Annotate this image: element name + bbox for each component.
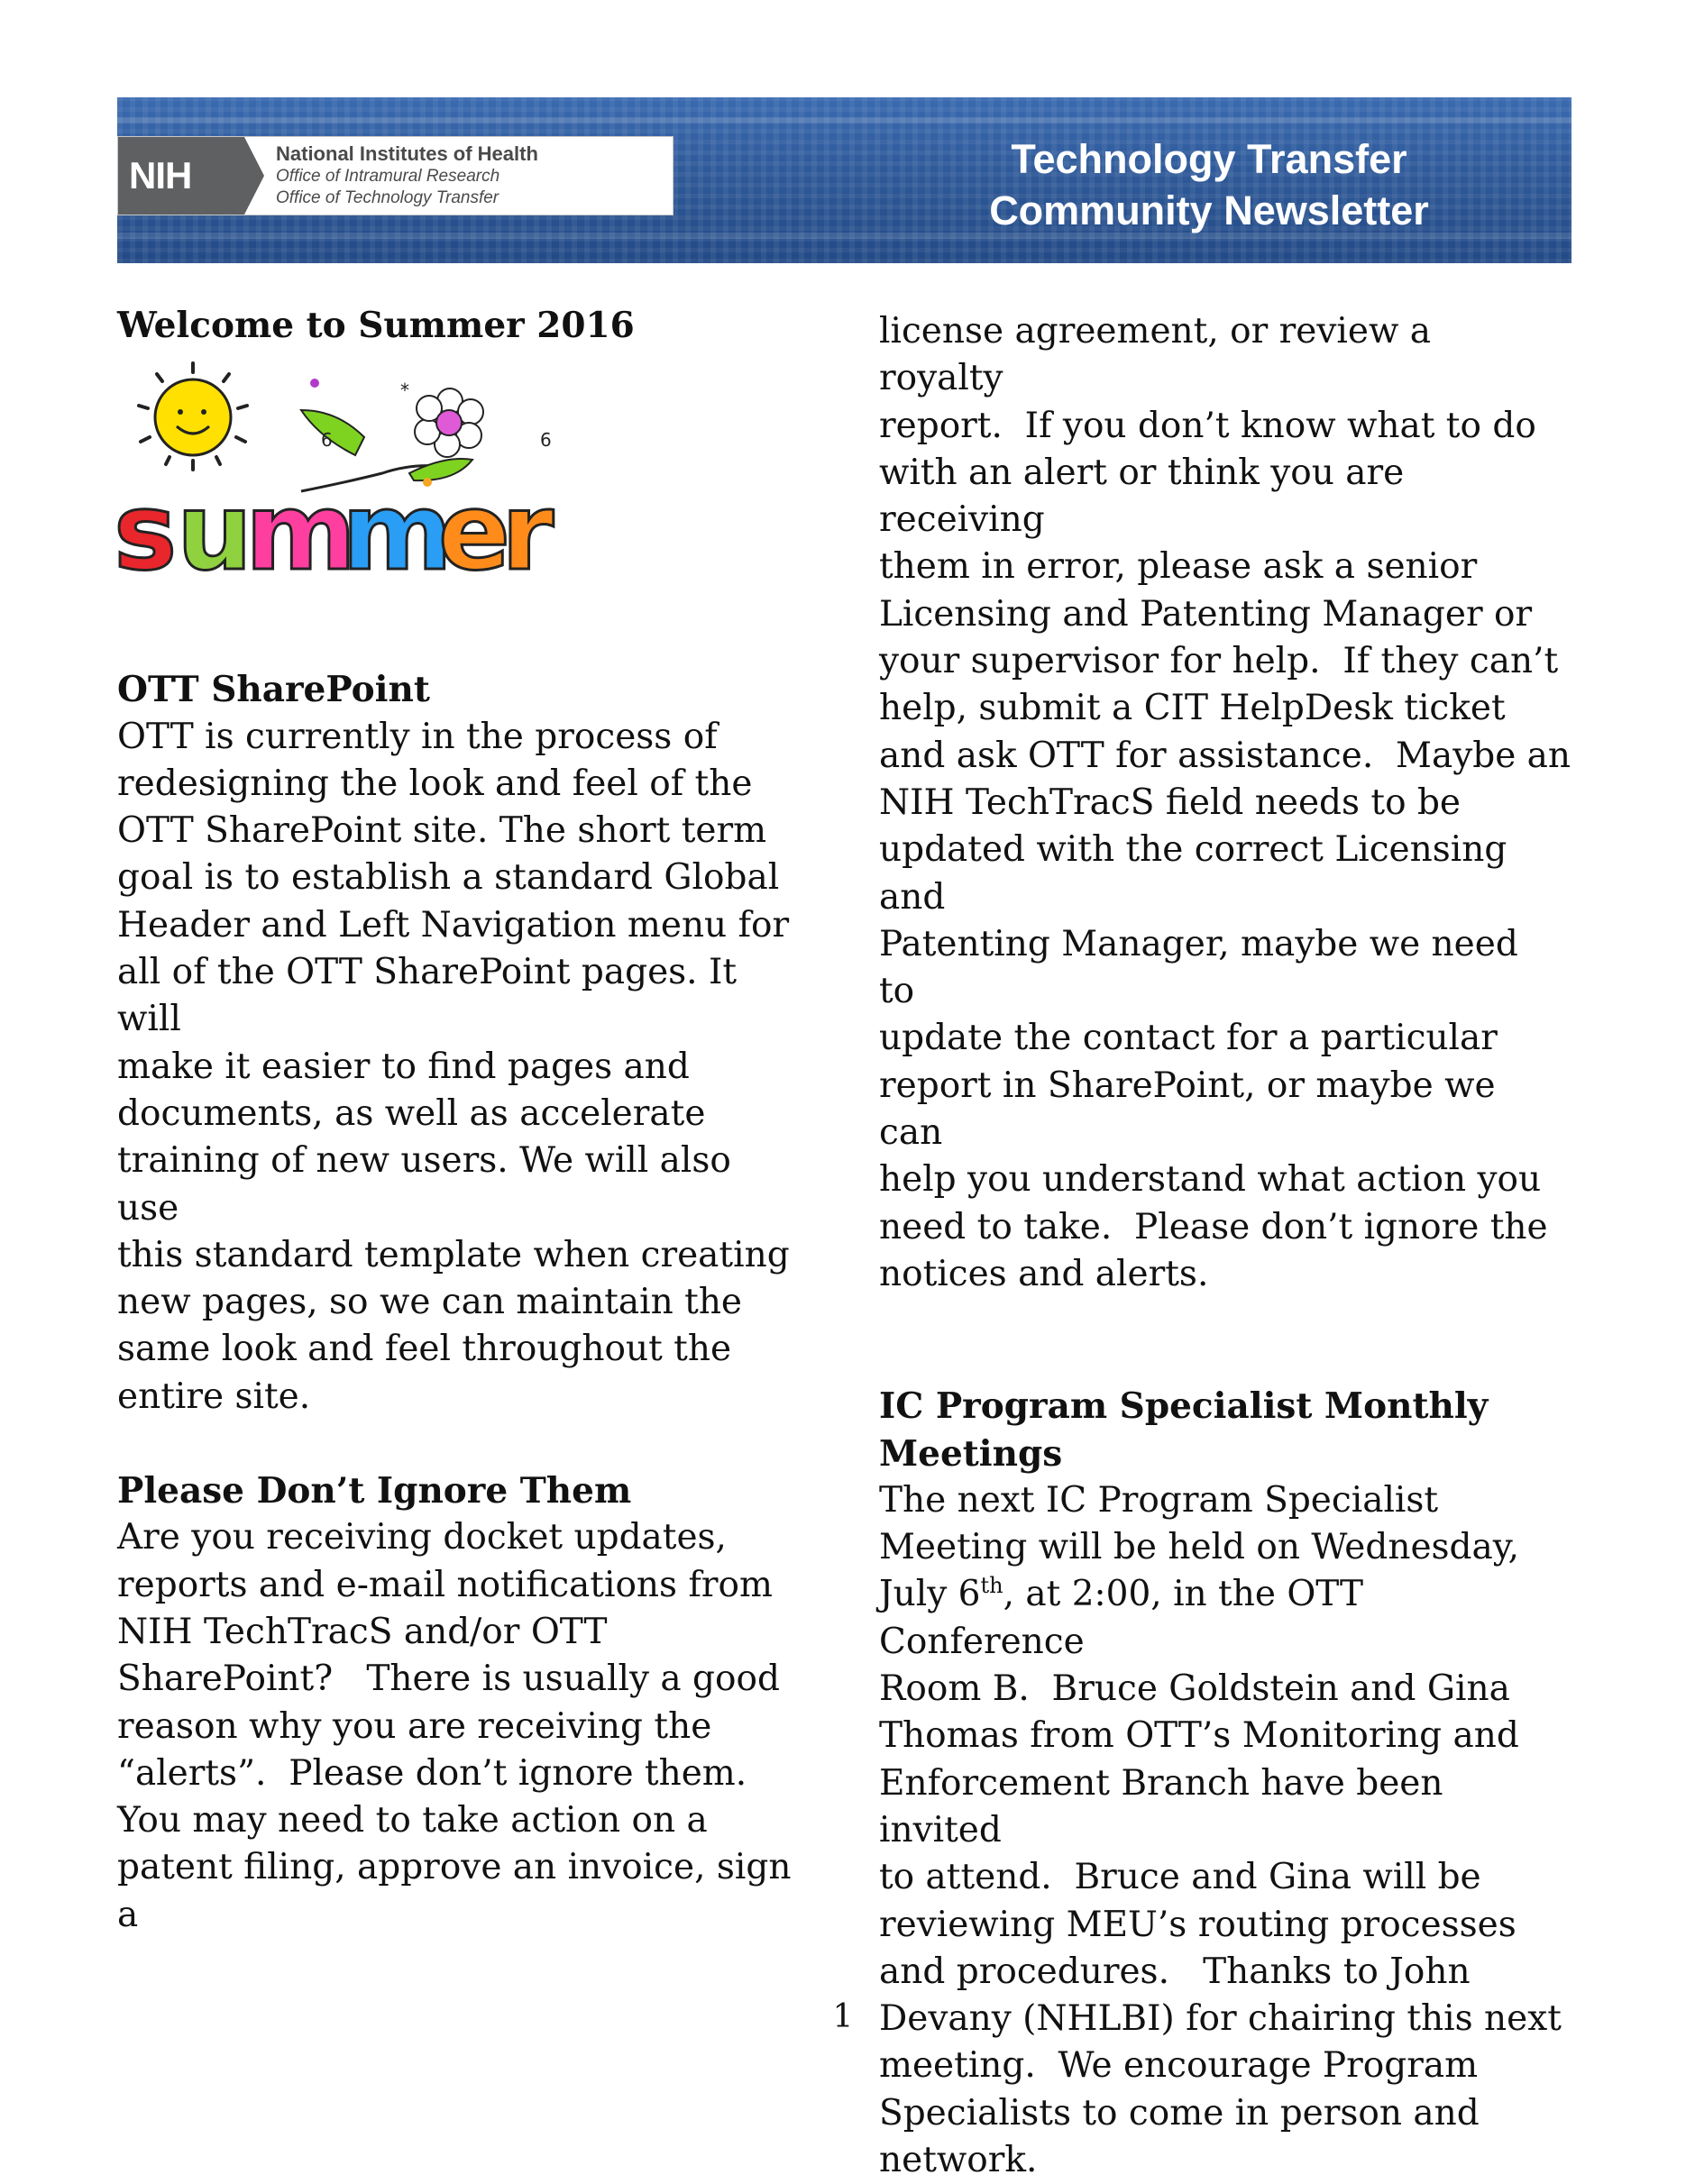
newsletter-title-line-1: Technology Transfer <box>1011 136 1407 182</box>
dont-ignore-cont-line: Patenting Manager, maybe we need to <box>879 923 1518 1012</box>
newsletter-banner <box>117 97 1571 263</box>
ic-meetings-line: Room B. Bruce Goldstein and Gina <box>879 1668 1510 1710</box>
dont-ignore-cont-line: help you understand what action you <box>879 1159 1542 1201</box>
sharepoint-line: OTT SharePoint site. The short term <box>117 810 767 852</box>
dont-ignore-line: NIH TechTracS and/or OTT <box>117 1611 608 1652</box>
dont-ignore-cont-line: NIH TechTracS field needs to be <box>879 781 1462 823</box>
dont-ignore-line: You may need to take action on a <box>117 1800 708 1841</box>
dont-ignore-cont-line: help, submit a CIT HelpDesk ticket <box>879 688 1506 729</box>
dont-ignore-cont-line: notices and alerts. <box>879 1253 1209 1294</box>
sharepoint-heading: OTT SharePoint <box>117 669 430 711</box>
ic-meetings-line: Thomas from OTT’s Monitoring and <box>879 1715 1519 1757</box>
nih-logo <box>117 136 673 215</box>
ic-meetings-line: Enforcement Branch have been invited <box>879 1762 1443 1850</box>
sharepoint-line: make it easier to find pages and <box>117 1046 690 1087</box>
ic-meetings-line: Specialists to come in person and <box>879 2092 1480 2134</box>
dont-ignore-heading: Please Don’t Ignore Them <box>117 1470 632 1512</box>
sharepoint-line: OTT is currently in the process of <box>117 716 718 757</box>
sharepoint-line: goal is to establish a standard Global <box>117 857 780 899</box>
dont-ignore-line: patent filing, approve an invoice, sign a <box>117 1847 792 1935</box>
ic-meetings-line: and procedures. Thanks to John <box>879 1951 1471 1992</box>
ic-meetings-line: network. <box>879 2139 1038 2180</box>
svg-text:m: m <box>342 470 453 582</box>
right-column <box>879 308 1571 2184</box>
sharepoint-line: same look and feel throughout the <box>117 1329 732 1370</box>
ic-meetings-line: reviewing MEU’s routing processes <box>879 1904 1516 1945</box>
summer-illustration <box>112 356 563 581</box>
date-ordinal: th <box>980 1573 1003 1599</box>
dont-ignore-cont-line: and ask OTT for assistance. Maybe an <box>879 735 1571 776</box>
page-number: 1 <box>832 1998 854 2035</box>
ic-meetings-heading-2: Meetings <box>879 1432 1063 1475</box>
sharepoint-line: Header and Left Navigation menu for <box>117 904 790 946</box>
meeting-date: July 6 <box>879 1574 981 1615</box>
svg-text:m: m <box>245 470 356 582</box>
svg-text:6: 6 <box>321 429 333 452</box>
sharepoint-line: training of new users. We will also use <box>117 1140 731 1229</box>
org-line-2: Office of Intramural Research <box>276 167 500 186</box>
dont-ignore-line: reports and e-mail notifications from <box>117 1564 774 1605</box>
ic-meetings-line: Devany (NHLBI) for chairing this next <box>879 1998 1562 2040</box>
dont-ignore-line: reason why you are receiving the <box>117 1705 712 1747</box>
svg-text:*: * <box>400 379 409 402</box>
svg-text:u: u <box>177 470 253 582</box>
dont-ignore-line: “alerts”. Please don’t ignore them. <box>117 1752 747 1794</box>
dont-ignore-cont-line: update the contact for a particular <box>879 1018 1498 1059</box>
ic-meetings-line: meeting. We encourage Program <box>879 2045 1479 2087</box>
ic-meetings-line: to attend. Bruce and Gina will be <box>879 1857 1481 1898</box>
sharepoint-line: this standard template when creating <box>117 1234 790 1275</box>
org-line-3: Office of Technology Transfer <box>276 188 499 207</box>
sharepoint-line: documents, as well as accelerate <box>117 1092 706 1134</box>
sharepoint-line: new pages, so we can maintain the <box>117 1282 743 1323</box>
ic-meetings-line <box>879 1571 1564 1666</box>
dont-ignore-cont-line: Licensing and Patenting Manager or <box>879 593 1533 635</box>
ic-meetings-line: Meeting will be held on Wednesday, <box>879 1527 1520 1568</box>
svg-text:6: 6 <box>540 429 552 452</box>
sharepoint-line: all of the OTT SharePoint pages. It will <box>117 952 738 1040</box>
nih-logo-text: NIH <box>129 154 192 196</box>
dont-ignore-cont-line: them in error, please ask a senior <box>879 546 1478 588</box>
dont-ignore-cont-line: your supervisor for help. If they can’t <box>879 641 1559 682</box>
dont-ignore-cont-line: need to take. Please don’t ignore the <box>879 1206 1548 1247</box>
dont-ignore-cont-line: report. If you don’t know what to do <box>879 405 1536 446</box>
svg-text:r: r <box>501 470 554 582</box>
left-column <box>114 302 793 1939</box>
svg-text:s: s <box>114 470 178 582</box>
welcome-heading: Welcome to Summer 2016 <box>117 305 635 346</box>
ic-meetings-line: The next IC Program Specialist <box>879 1479 1439 1521</box>
ic-meetings-heading-1: IC Program Specialist Monthly <box>879 1385 1489 1428</box>
org-name: National Institutes of Health <box>276 142 538 165</box>
sharepoint-line: redesigning the look and feel of the <box>117 763 753 804</box>
meeting-time-place: , at 2:00, in the OTT Conference <box>879 1574 1364 1662</box>
dont-ignore-cont-line: updated with the correct Licensing and <box>879 829 1507 918</box>
newsletter-title <box>975 133 1443 236</box>
summer-word-art <box>114 470 554 581</box>
dont-ignore-line: SharePoint? There is usually a good <box>117 1659 780 1700</box>
nih-logo-mark <box>118 137 244 215</box>
dont-ignore-cont-line: license agreement, or review a royalty <box>879 311 1432 399</box>
newsletter-title-line-2: Community Newsletter <box>989 187 1429 233</box>
sun-icon <box>139 363 247 470</box>
sharepoint-line: entire site. <box>117 1375 311 1417</box>
svg-text:e: e <box>438 470 511 582</box>
dont-ignore-cont-line: with an alert or think you are receiving <box>879 452 1405 541</box>
dont-ignore-line: Are you receiving docket updates, <box>117 1517 727 1558</box>
dont-ignore-cont-line: report in SharePoint, or maybe we can <box>879 1065 1496 1154</box>
